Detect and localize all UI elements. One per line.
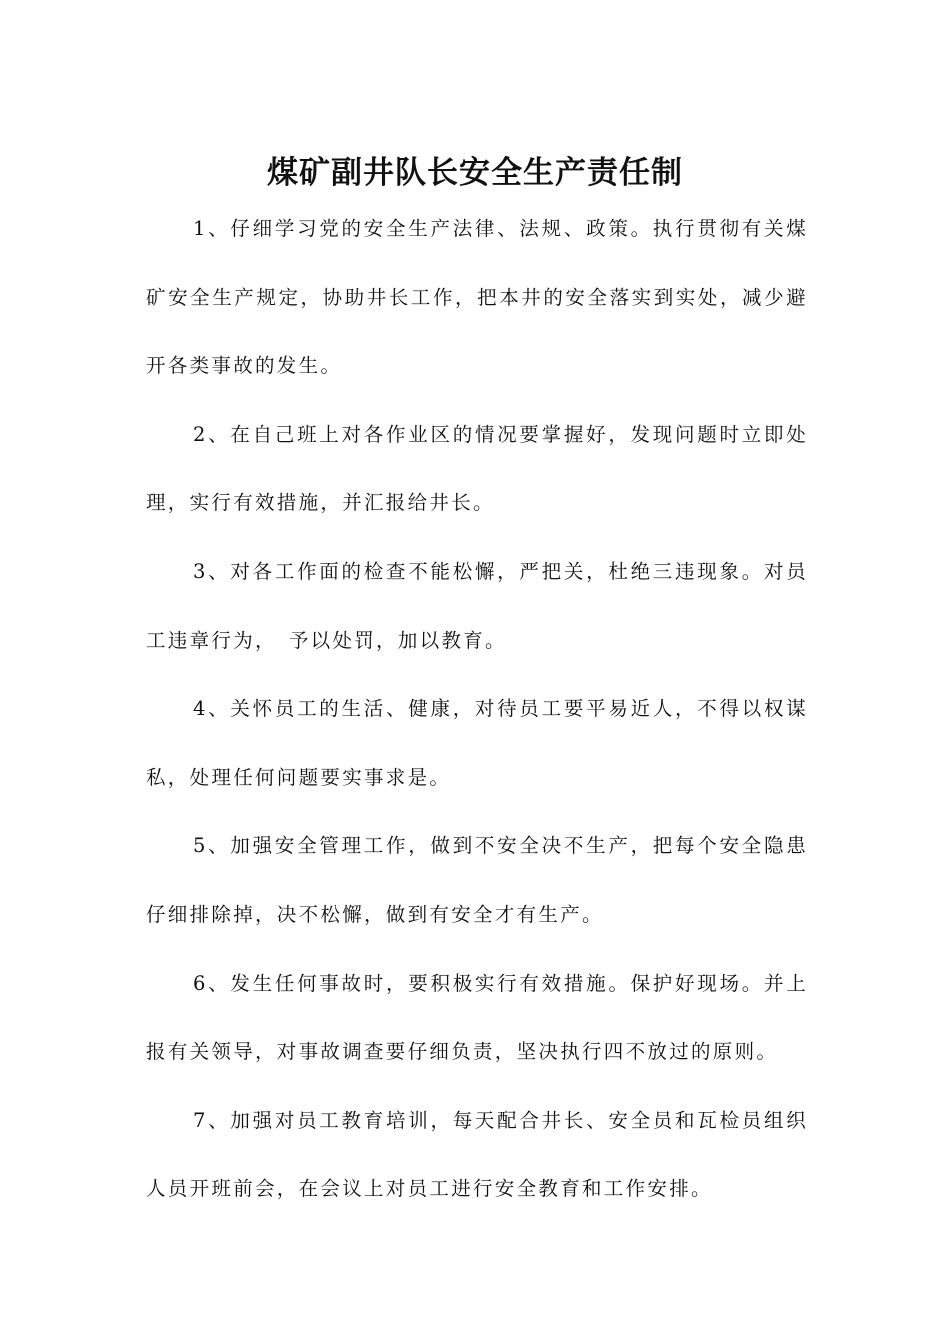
clause-5: 5、加强安全管理工作，做到不安全决不生产，把每个安全隐患仔细排除掉，决不松懈，做到有安全才有生产。 [146,834,808,926]
clause-4: 4、关怀员工的生活、健康，对待员工要平易近人，不得以权谋私，处理任何问题要实事求是。 [146,697,808,789]
clause-2: 2、在自己班上对各作业区的情况要掌握好，发现问题时立即处理，实行有效措施，并汇报给井长。 [146,422,808,515]
page-title: 煤矿副井队长安全生产责任制 [267,154,683,191]
clause-1: 1、仔细学习党的安全生产法律、法规、政策。执行贯彻有关煤矿安全生产规定，协助井长工作，把本井的安全落实到实处，减少避开各类事故的发生。 [146,217,808,378]
document-body [146,195,808,1224]
clause-3: 3、对各工作面的检查不能松懈，严把关，杜绝三违现象。对员工违章行为， 予以处罚，加以教育。 [146,559,808,652]
clause-6: 6、发生任何事故时，要积极实行有效措施。保护好现场。并上报有关领导，对事故调查要仔细负责，坚决执行四不放过的原则。 [146,971,808,1064]
clause-7: 7、加强对员工教育培训，每天配合井长、安全员和瓦检员组织人员开班前会，在会议上对员工进行安全教育和工作安排。 [146,1108,808,1201]
